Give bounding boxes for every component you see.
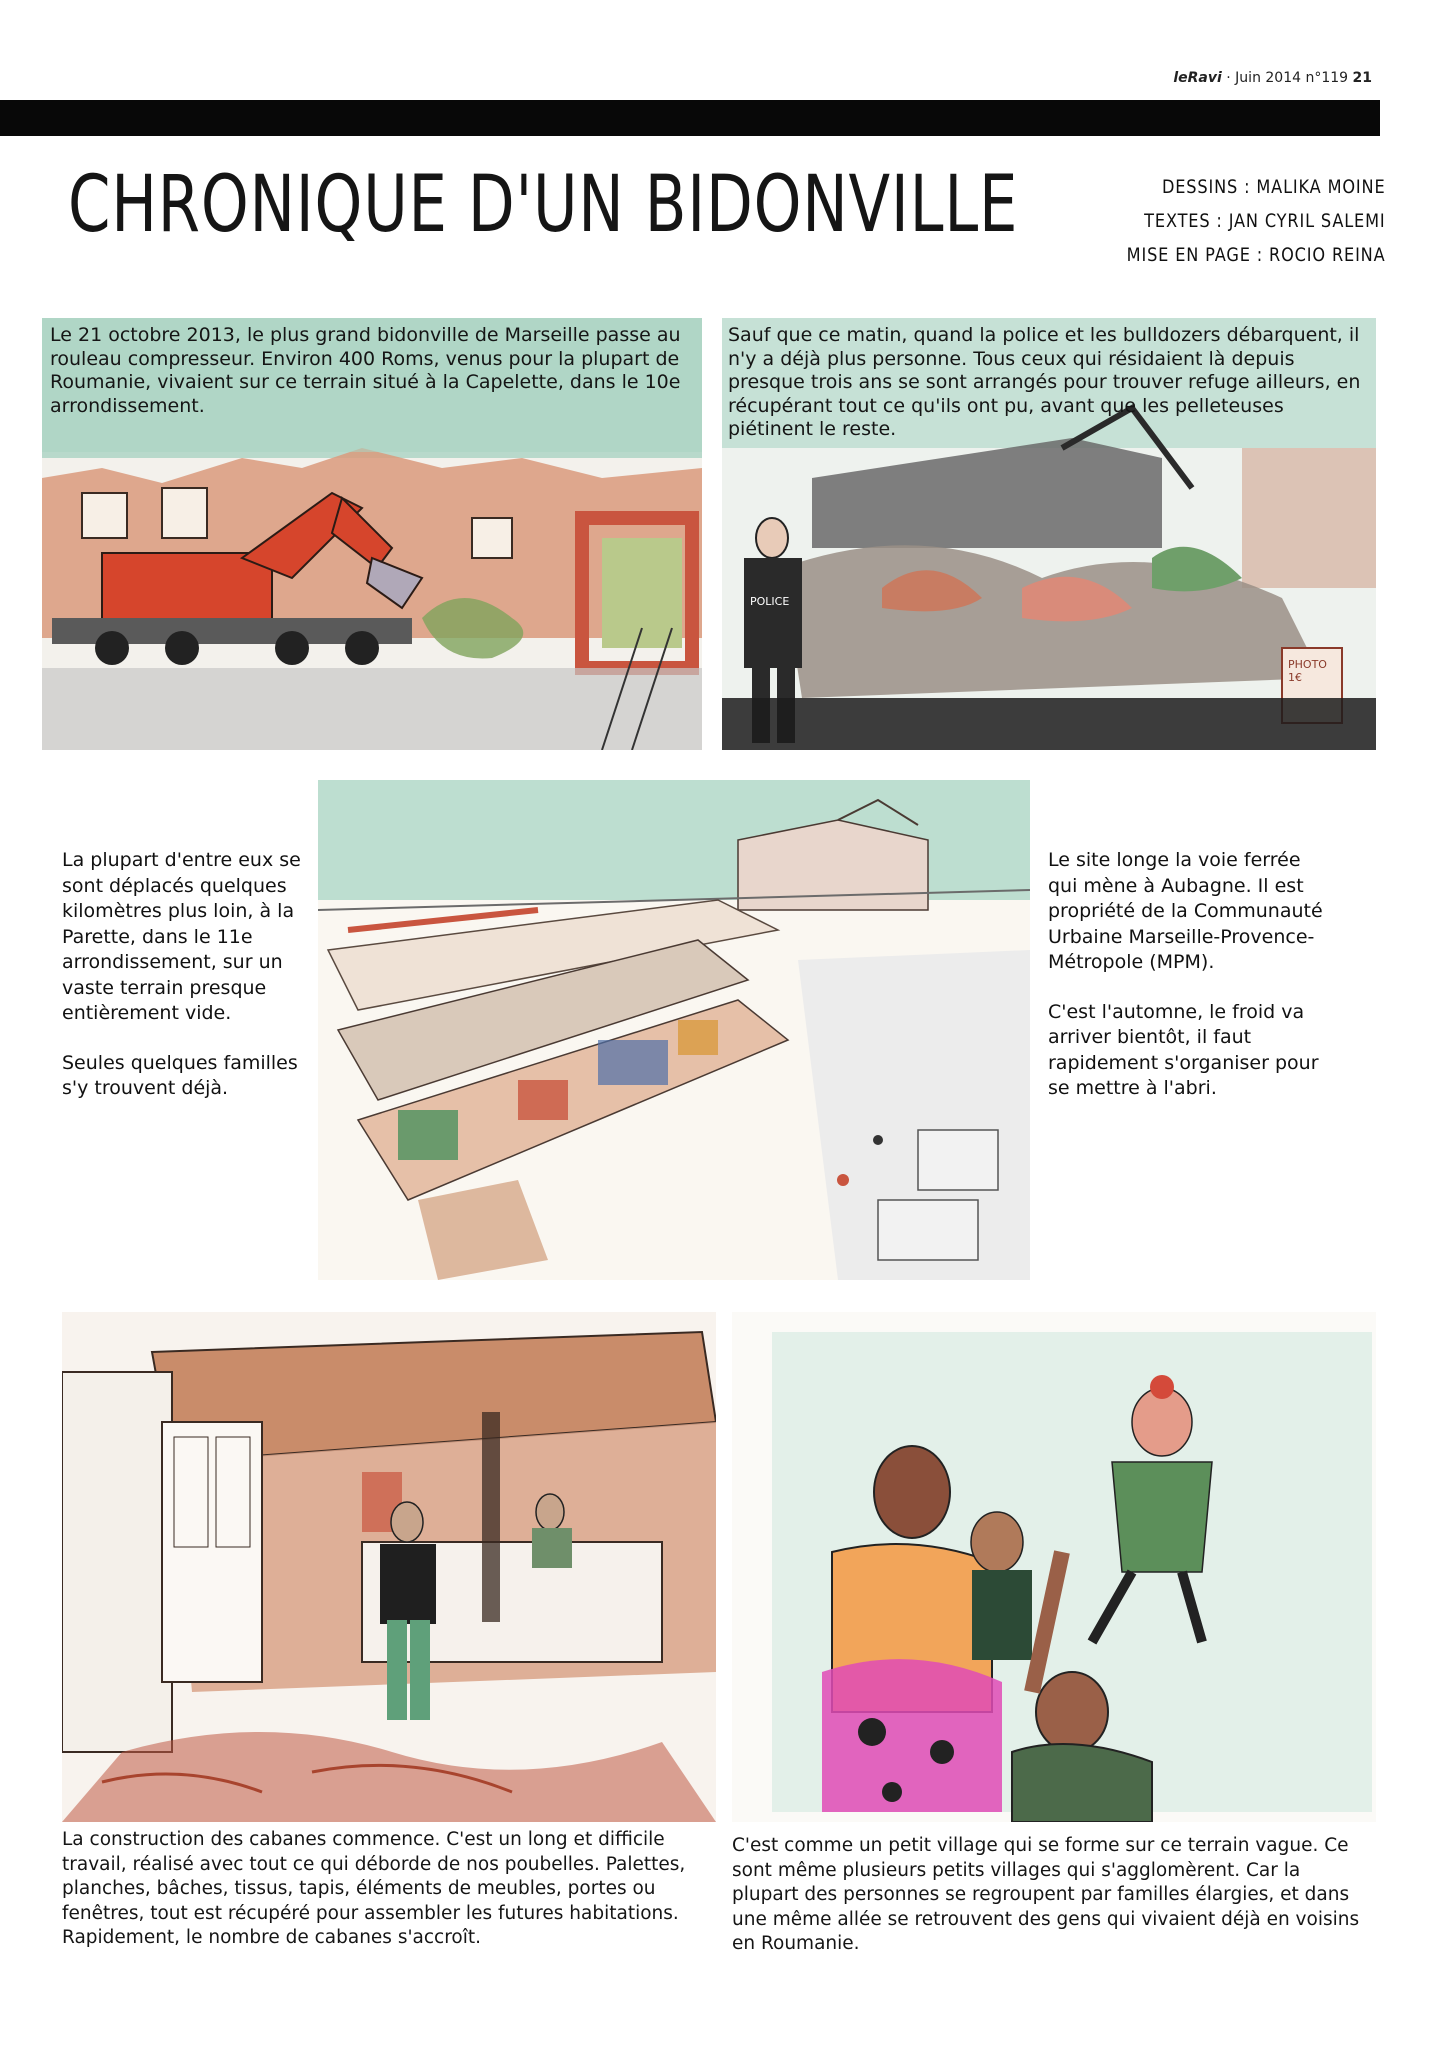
police-vest-label: POLICE: [750, 595, 790, 608]
issue-info: Juin 2014 n°119: [1235, 70, 1349, 86]
right-paragraph-1: Le site longe la voie ferrée qui mène à Aubagne. Il est propriété de la Communauté Urbaine Marseille-Provence-Métropole (MPM).: [1048, 849, 1323, 973]
panel-demolition-truck: [42, 318, 702, 750]
panel-camp-overview: [318, 780, 1030, 1280]
right-paragraph-2: C'est l'automne, le froid va arriver bientôt, il faut rapidement s'organiser pour se mettre à l'abri.: [1048, 1000, 1319, 1099]
caption-panel-5: C'est comme un petit village qui se forme sur ce terrain vague. Ce sont même plusieurs petits villages qui s'agglomèrent. Car la plupart des personnes se regroupent par familles élargies, et dans une même allée se retrouvent des gens qui vivaient déjà en voisins en Roumanie.: [732, 1835, 1360, 1954]
page-number: 21: [1352, 70, 1372, 86]
page-folio: leRavi · Juin 2014 n°119 21: [1173, 70, 1372, 86]
page-title: CHRONIQUE D'UN BIDONVILLE: [68, 160, 1019, 250]
text-column-left: [62, 848, 302, 1126]
text-column-right: [1048, 848, 1328, 1126]
left-paragraph-1: La plupart d'entre eux se sont déplacés quelques kilomètres plus loin, à la Parette, dans le 11e arrondissement, sur un vaste terrain presque entièrement vide.: [62, 849, 301, 1024]
credit-drawings: DESSINS : MALIKA MOINE: [1162, 176, 1386, 198]
credits-block: [1081, 170, 1386, 272]
panel-shack-construction: [62, 1312, 716, 1822]
illustration-camp: [318, 780, 1030, 1280]
left-paragraph-2: Seules quelques familles s'y trouvent déjà.: [62, 1051, 298, 1099]
photo-sign: PHOTO 1€: [1288, 658, 1327, 684]
credit-texts: TEXTES : JAN CYRIL SALEMI: [1144, 210, 1386, 232]
credit-layout: MISE EN PAGE : ROCIO REINA: [1127, 244, 1386, 266]
illustration-shack: [62, 1312, 716, 1822]
top-black-bar: [0, 100, 1380, 136]
caption-panel-2: Sauf que ce matin, quand la police et les bulldozers débarquent, il n'y a déjà plus personne. Tous ceux qui résidaient là depuis presque trois ans se sont arrangés pour trouver refuge ailleurs, en récupérant tout ce qu'ils ont pu, avant que les pelleteuses piétinent le reste.: [728, 324, 1361, 440]
brand-name: leRavi: [1173, 70, 1222, 86]
caption-panel-4: La construction des cabanes commence. C'est un long et difficile travail, réalisé avec tout ce qui déborde de nos poubelles. Palettes, planches, bâches, tissus, tapis, éléments de meubles, portes ou fenêtres, tout est récupéré pour assembler les futures habitations. Rapidement, le nombre de cabanes s'accroît.: [62, 1829, 686, 1948]
panel-police-rubble: [722, 318, 1376, 750]
caption-panel-1: Le 21 octobre 2013, le plus grand bidonville de Marseille passe au rouleau compresseur. Environ 400 Roms, venus pour la plupart de Roumanie, vivaient sur ce terrain situé à la Capelette, dans le 10e arrondissement.: [50, 324, 681, 417]
panel-family-portrait: [732, 1312, 1376, 1822]
illustration-family: [732, 1312, 1376, 1822]
